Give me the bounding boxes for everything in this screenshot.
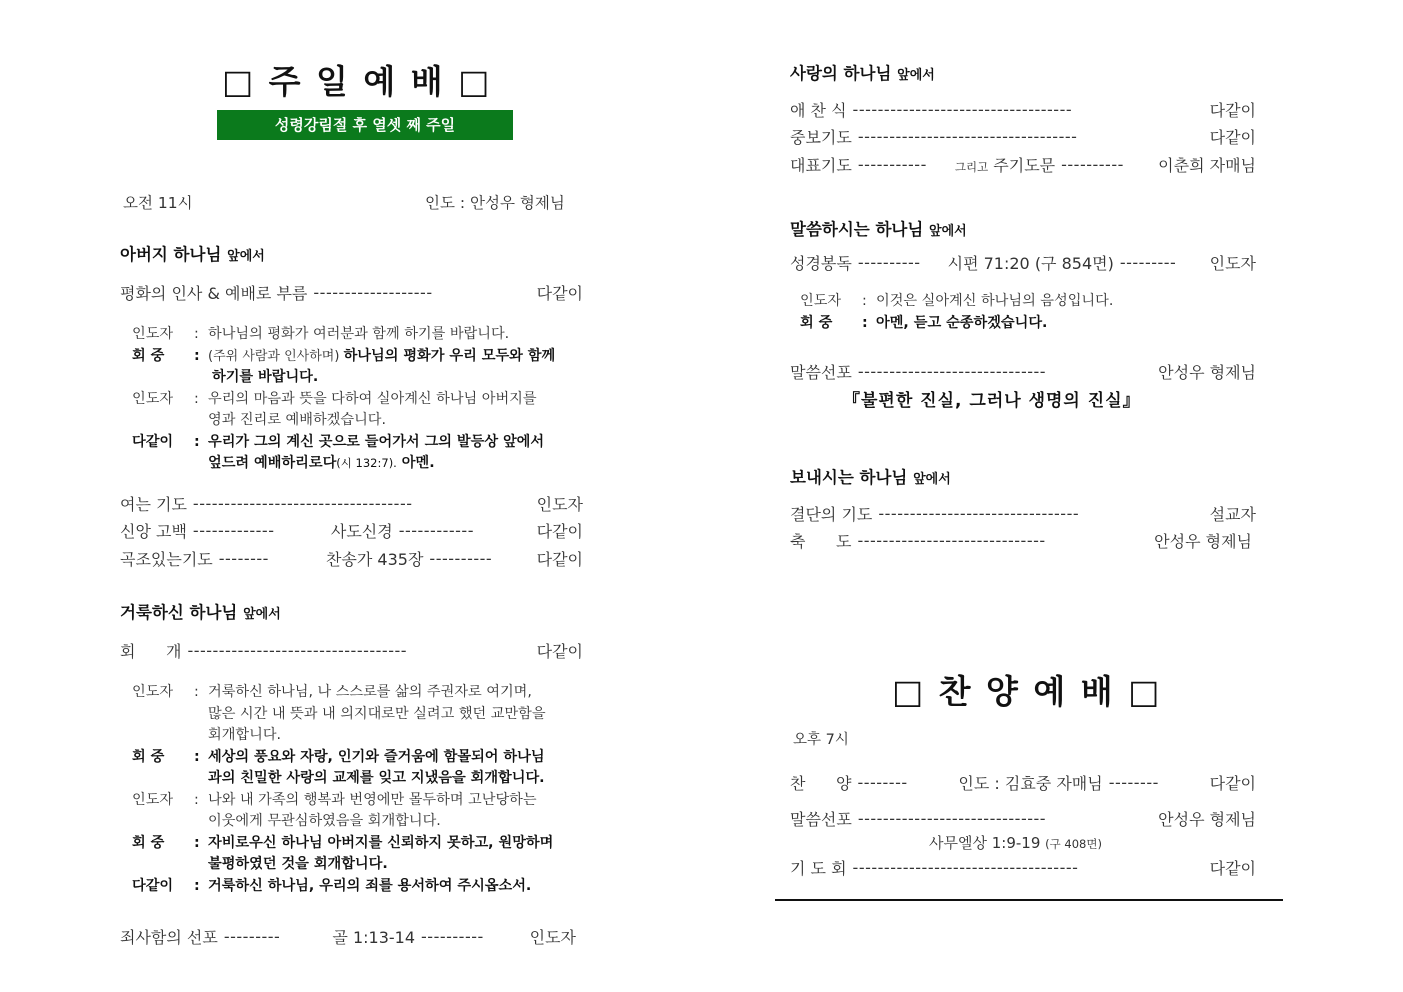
sermon2-row: 말씀선포 ------------------------------ 안성우 형제님 [790, 809, 1256, 829]
praise-time: 오후 7시 [793, 732, 849, 748]
praise-title: □ 찬 양 예 배 □ [892, 672, 1162, 711]
section-holy: 거룩하신 하나님 앞에서 [120, 603, 281, 622]
service-leader: 인도 : 안성우 형제님 [425, 194, 565, 212]
decision-prayer-row: 결단의 기도 -------------------------------- 설교자 [790, 504, 1256, 524]
absolution-row: 죄사함의 선포 --------- 골 1:13-14 ---------- 인도자 [120, 927, 576, 947]
main-title: □ 주 일 예 배 □ [222, 62, 492, 101]
sermon-title: 『불편한 진실, 그러나 생명의 진실』 [843, 391, 1141, 411]
praise-row: 찬 양 -------- 인도 : 김효중 자매님 -------- 다같이 [790, 773, 1257, 793]
section-father: 아버지 하나님 앞에서 [120, 245, 265, 264]
creed-row: 신앙 고백 ------------- 사도신경 ------------ 다같이 [120, 521, 583, 541]
dialog-reading: 인도자 : 이것은 실아계신 하나님의 음성입니다. 회 중 : 아멘, 듣고 순종하겠습니다. [800, 293, 1114, 331]
section-love: 사랑의 하나님 앞에서 [790, 64, 935, 83]
intercession-row: 중보기도 ----------------------------------- 다같이 [790, 127, 1256, 147]
bottom-divider [775, 899, 1283, 901]
sunday-banner: 성령강림절 후 열셋 째 주일 [217, 110, 513, 140]
eucharist-row: 애 찬 식 ----------------------------------- 다같이 [790, 100, 1256, 120]
rep-prayer-row: 대표기도 ----------- 그리고 주기도문 ---------- 이춘희 자매님 [790, 155, 1256, 175]
open-prayer-row: 여는 기도 ----------------------------------- 인도자 [120, 494, 583, 514]
sermon-row: 말씀선포 ------------------------------ 안성우 형제님 [790, 362, 1256, 382]
repent-row: 회 개 ----------------------------------- 다같이 [120, 641, 583, 661]
dialog-greeting: 인도자 : 하나님의 평화가 여러분과 함께 하기를 바랍니다. 회 중 : (주위 사람과 인사하며) 하나님의 평화가 우리 모두와 함께 하기를 바랍니다. 인도자 : 우리의 마음과 뜻을 다하여 실아계신 하나님 아버지를 영과 진리로 예배하겠습니다. 다같이 : 우리가 그의 계신 곳으로 들어가서 그의 발등상 앞에서 엎드려 예배하리로다(시 132:7). 아멘. [132, 326, 556, 471]
blessing-row: 축 도 ------------------------------ 안성우 형제님 [790, 531, 1252, 551]
section-speaking: 말씀하시는 하나님 앞에서 [790, 220, 967, 239]
greeting-row: 평화의 인사 & 예배로 부름 ------------------- 다같이 [120, 283, 583, 303]
dialog-repent: 인도자 : 거룩하신 하나님, 나 스스로를 삶의 주권자로 여기며, 많은 시간 내 뜻과 내 의지대로만 실려고 했던 교만함을 회개합니다. 회 중 : 세상의 풍요와 자랑, 인기와 즐거움에 함몰되어 하나님 과의 친밀한 사랑의 교제를 잊고 지냈음을 회개합니다. 인도자 : 나와 내 가족의 행복과 번영에만 몰두하며 고난당하는 이웃에게 무관심하였음을 회개합니다. 회 중 : 자비로우신 하나님 아버지를 신뢰하지 못하고, 원망하며 불평하였던 것을 회개합니다. 다같이 : 거룩하신 하나님, 우리의 죄를 용서하여 주시옵소서. [132, 684, 554, 894]
reading-row: 성경봉독 ---------- 시편 71:20 (구 854면) --------- 인도자 [790, 253, 1257, 273]
sermon2-reference: 사무엘상 1:9-19 (구 408면) [929, 834, 1102, 852]
service-time: 오전 11시 [123, 194, 193, 212]
prayer-meeting-row: 기 도 회 ------------------------------------ 다같이 [790, 858, 1256, 878]
section-sending: 보내시는 하나님 앞에서 [790, 468, 951, 487]
hymn-row: 곡조있는기도 -------- 찬송가 435장 ---------- 다같이 [120, 549, 584, 569]
